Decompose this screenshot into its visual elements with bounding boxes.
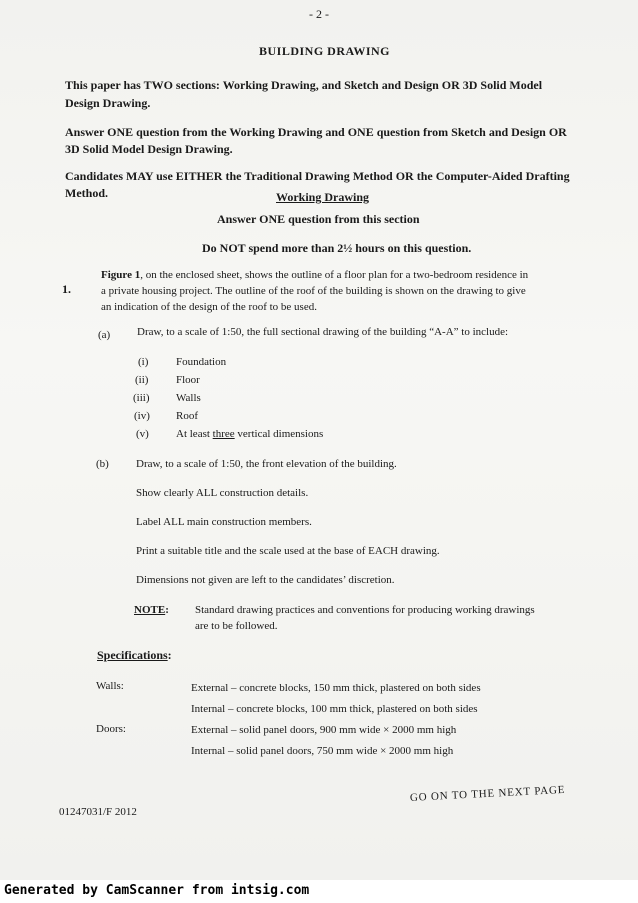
item-number: (i)	[138, 356, 149, 368]
paper-title: BUILDING DRAWING	[259, 44, 391, 58]
question-number: 1.	[62, 282, 71, 296]
intro-p3-line2: Method.	[65, 186, 108, 200]
part-b-line: Dimensions not given are left to the candidates’ discretion.	[136, 574, 395, 586]
question-line1: Figure 1, on the enclosed sheet, shows the outline of a floor plan for a two-bedroom residence in	[101, 269, 529, 281]
note-line2: are to be followed.	[195, 620, 278, 632]
spec-line: Internal – solid panel doors, 750 mm wide × 2000 mm high	[191, 745, 454, 757]
intro-p3-line1: Candidates MAY use EITHER the Traditional Drawing Method OR the Computer-Aided Drafting	[65, 169, 570, 183]
part-b-line: Print a suitable title and the scale used at the base of EACH drawing.	[136, 545, 440, 557]
intro-p2-line2: 3D Solid Model Design Drawing.	[65, 142, 233, 156]
item-number: (iv)	[134, 410, 150, 422]
part-b-line: Label ALL main construction members.	[136, 516, 312, 528]
item-number: (ii)	[135, 374, 149, 386]
item-text: At least three vertical dimensions	[176, 428, 324, 440]
part-b-label: (b)	[96, 458, 109, 470]
intro-p2-line1: Answer ONE question from the Working Drawing and ONE question from Sketch and Design OR	[65, 125, 567, 139]
scanner-watermark-bar	[0, 880, 638, 903]
walls-label: Walls:	[96, 680, 124, 692]
scanner-watermark: Generated by CamScanner from intsig.com	[4, 883, 310, 898]
go-on-next-page: GO ON TO THE NEXT PAGE	[409, 783, 566, 804]
item-text: Walls	[176, 392, 201, 404]
note-line1: Standard drawing practices and conventions for producing working drawings	[195, 604, 535, 616]
note-label: NOTE:	[134, 604, 169, 616]
time-instruction: Do NOT spend more than 2½ hours on this question.	[202, 241, 472, 255]
part-b-text: Draw, to a scale of 1:50, the front elevation of the building.	[136, 458, 397, 470]
spec-line: External – solid panel doors, 900 mm wide × 2000 mm high	[191, 724, 457, 736]
paper-code: 01247031/F 2012	[59, 806, 137, 818]
part-a-text: Draw, to a scale of 1:50, the full sectional drawing of the building “A-A” to include:	[137, 326, 509, 338]
section-heading: Working Drawing	[276, 190, 370, 204]
section-instruction: Answer ONE question from this section	[217, 212, 420, 226]
spec-line: Internal – concrete blocks, 100 mm thick, plastered on both sides	[191, 703, 478, 715]
specifications-heading: Specifications:	[97, 648, 172, 662]
item-number: (iii)	[133, 392, 150, 404]
item-number: (v)	[136, 428, 149, 440]
item-text: Roof	[176, 410, 198, 422]
doors-label: Doors:	[96, 723, 126, 735]
item-text: Floor	[176, 374, 200, 386]
intro-p1-line2: Design Drawing.	[65, 96, 151, 110]
spec-line: External – concrete blocks, 150 mm thick, plastered on both sides	[191, 682, 481, 694]
part-b-line: Show clearly ALL construction details.	[136, 487, 309, 499]
question-line2: a private housing project. The outline of the roof of the building is shown on the drawing to give	[101, 285, 526, 297]
question-line3: an indication of the design of the roof to be used.	[101, 301, 317, 313]
item-text: Foundation	[176, 356, 227, 368]
figure-ref: Figure 1	[101, 269, 141, 281]
page-number: - 2 -	[309, 7, 329, 21]
part-a-label: (a)	[98, 329, 111, 341]
intro-p1-line1: This paper has TWO sections: Working Drawing, and Sketch and Design OR 3D Solid Model	[65, 78, 543, 92]
